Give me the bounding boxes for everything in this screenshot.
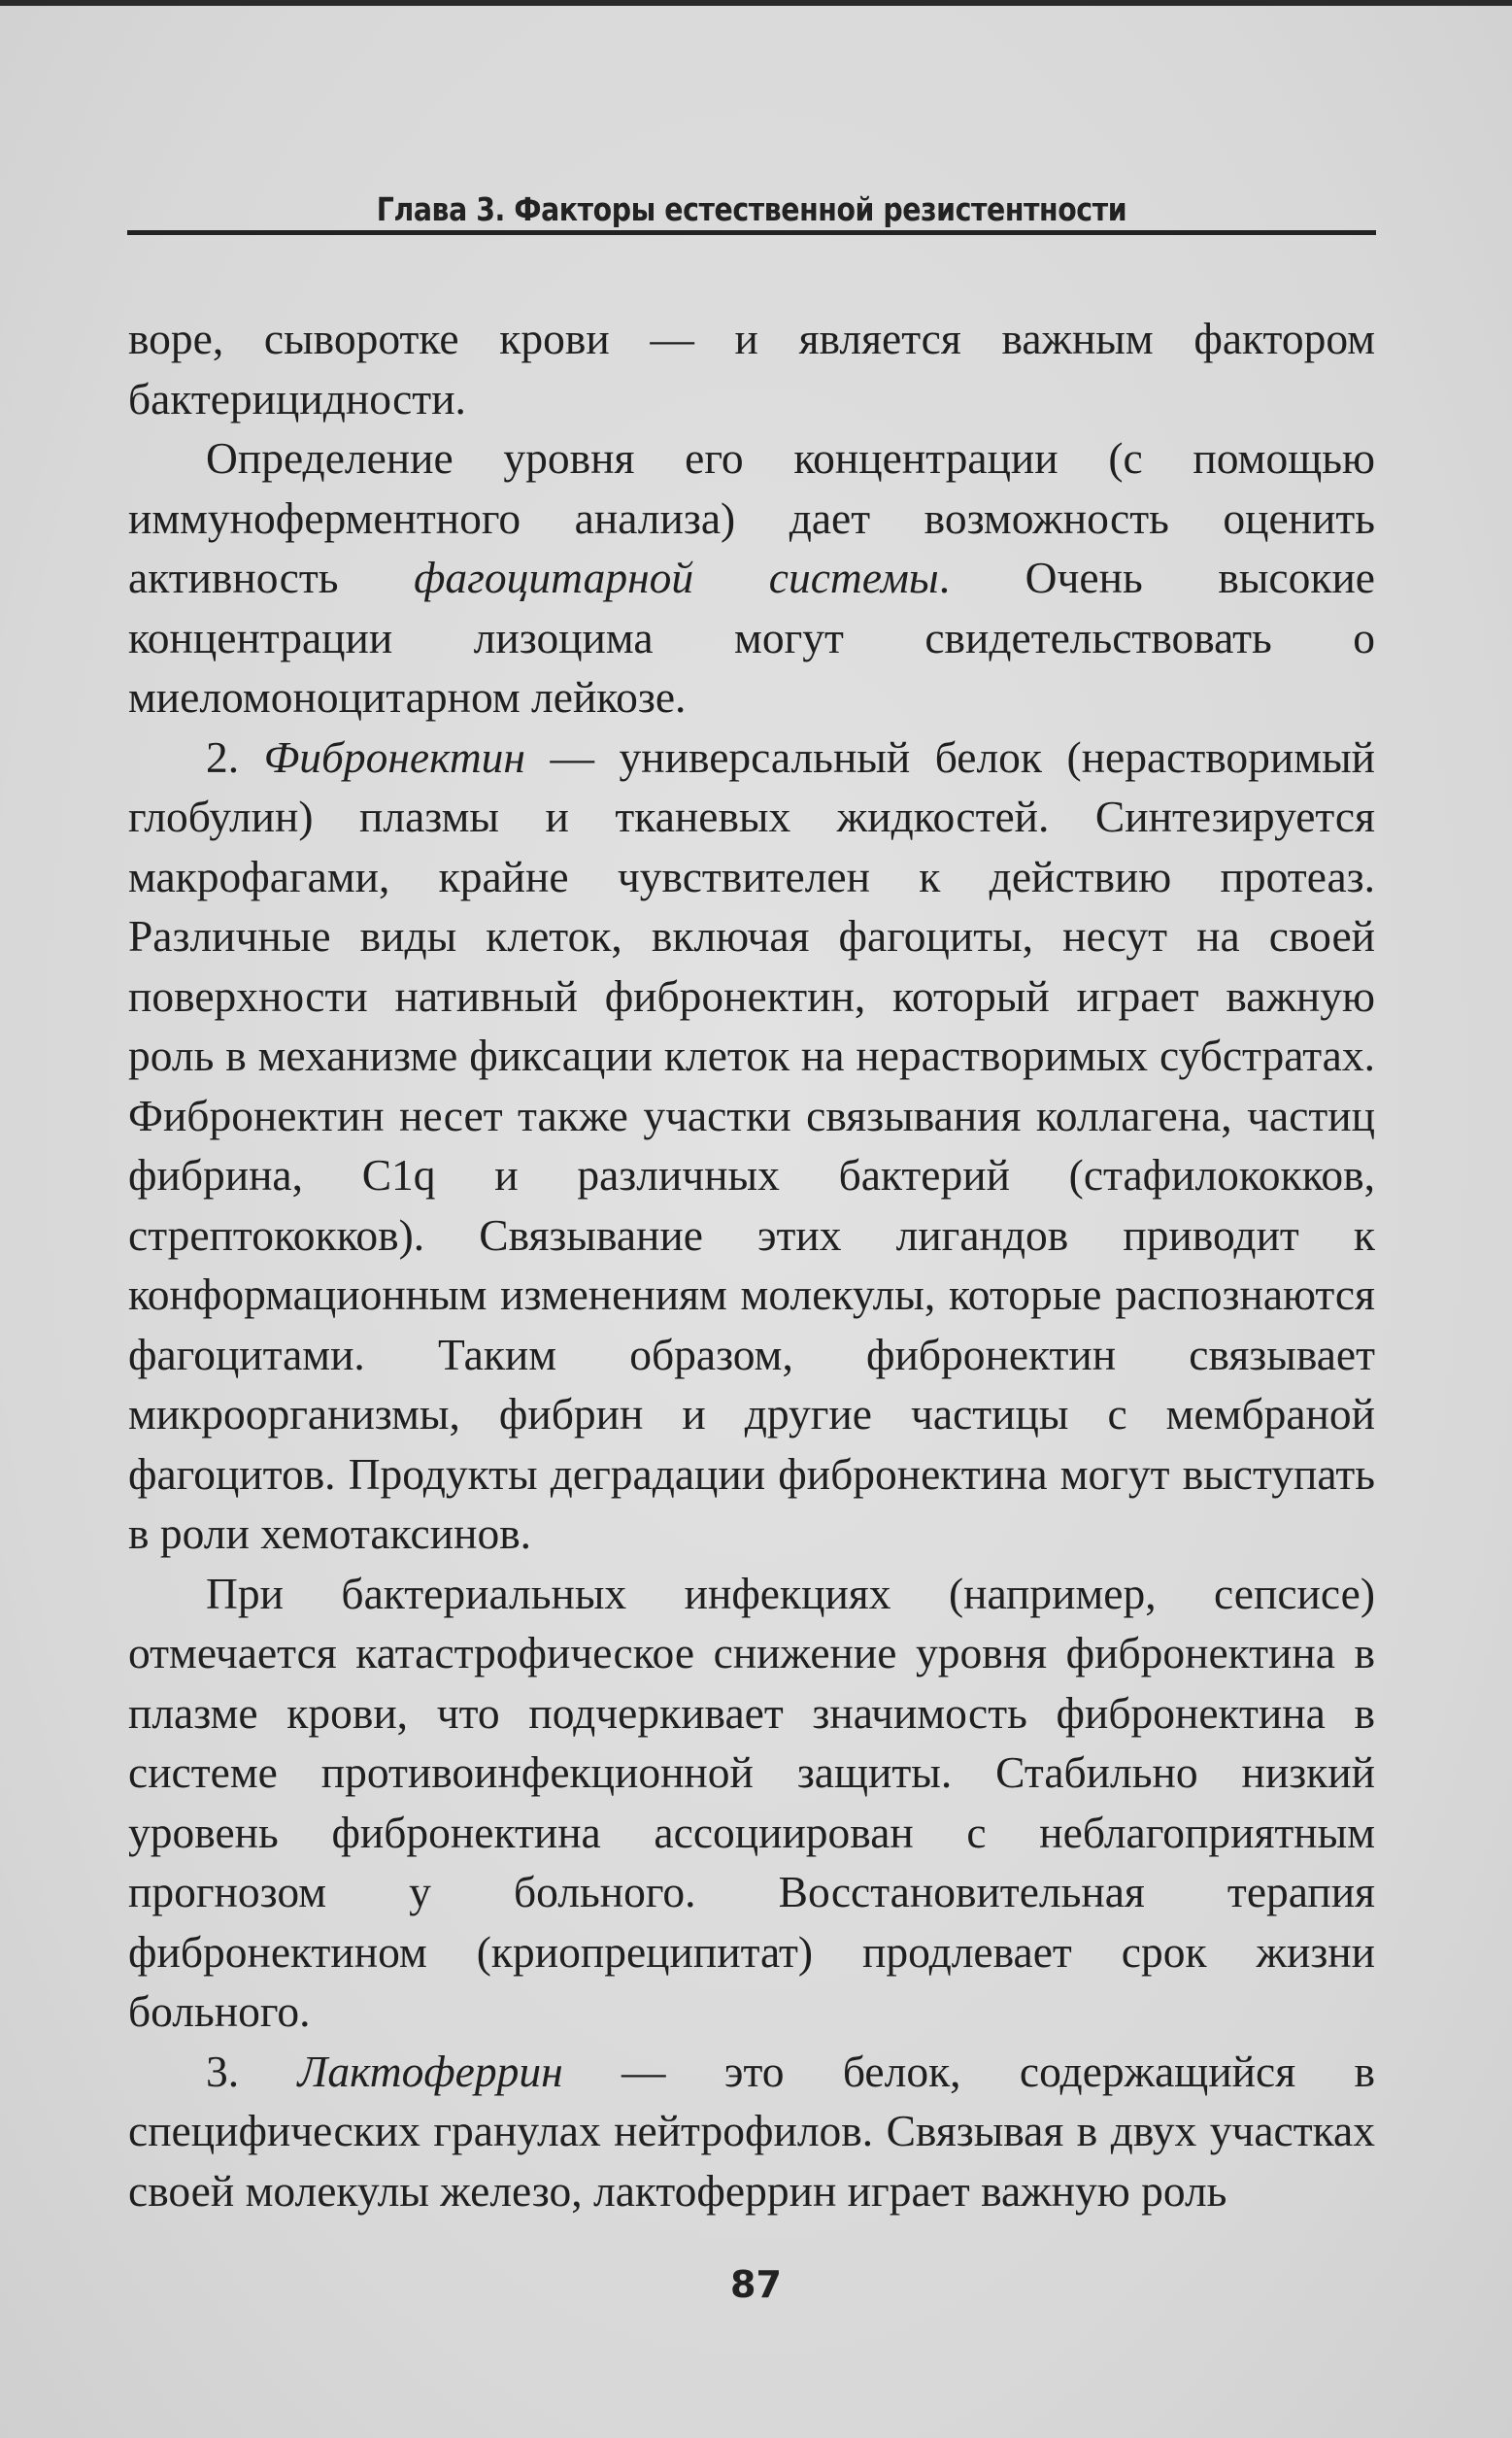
- italic-term: фагоцитарной системы: [414, 553, 939, 602]
- page-top-edge: [0, 0, 1512, 6]
- item-number: 2.: [206, 731, 264, 782]
- paragraph-text: — универсальный белок (нерастворимый глобулин) плазмы и тканевых жидкостей. Синтезируется макрофагами, крайне чувствителен к действию протеаз. Различные виды клеток, включая фагоциты, несут на своей поверхности нативный фибронектин, который играет важную роль в механизме фиксации клеток на нерастворимых субстратах. Фибронектин несет также участки связывания коллагена, частиц фибрина, C1q и различных бактерий (стафилококков, стрептококков). Связывание этих лигандов приводит к конформационным изменениям молекулы, которые распознаются фагоцитами. Таким образом, фибронектин связывает микроорганизмы, фибрин и другие частицы с мембраной фагоцитов. Продукты деградации фибронектина могут выступать в роли хемотаксинов.: [128, 731, 1375, 1558]
- running-head: Глава 3. Факторы естественной резистентности: [376, 190, 1127, 228]
- paragraph-text: При бактериальных инфекциях (например, сепсисе) отмечается катастрофическое снижение уровня фибронектина в плазме крови, что подчеркивает значимость фибронектина в системе противоинфекционной защиты. Стабильно низкий уровень фибронектина ассоциирован с неблагоприятным прогнозом у больного. Восстановительная терапия фибронектином (криопреципитат) продлевает срок жизни больного.: [128, 1568, 1375, 2036]
- paragraph-text: — это белок, содержащийся в специфических гранулах нейтрофилов. Связывая в двух участках своей молекулы железо, лактоферрин играет важную роль: [128, 2046, 1375, 2216]
- body-text: [128, 309, 1375, 2220]
- italic-term: Лактоферрин: [297, 2046, 563, 2096]
- paragraph-lysozyme-concentration: [128, 428, 1375, 728]
- header-rule: [127, 230, 1376, 235]
- paragraph-lactoferrin: [128, 2042, 1375, 2221]
- paragraph-lysozyme-end: [128, 309, 1375, 428]
- page-number: 87: [730, 2263, 782, 2306]
- paragraph-bacterial-infections: [128, 1564, 1375, 2042]
- paragraph-text: воре, сыворотке крови — и является важным фактором бактерицидности.: [128, 314, 1375, 423]
- paragraph-fibronectin: [128, 728, 1375, 1564]
- paragraph-text: Определение уровня его концентрации (с помощью иммуноферментного анализа) дает возможность оценить активность: [128, 433, 1375, 602]
- item-number: 3.: [206, 2046, 298, 2096]
- italic-term: Фибронектин: [263, 731, 525, 782]
- paragraph-text: . Очень высокие концентрации лизоцима могут свидетельствовать о миеломоноцитарном лейкозе.: [128, 553, 1375, 722]
